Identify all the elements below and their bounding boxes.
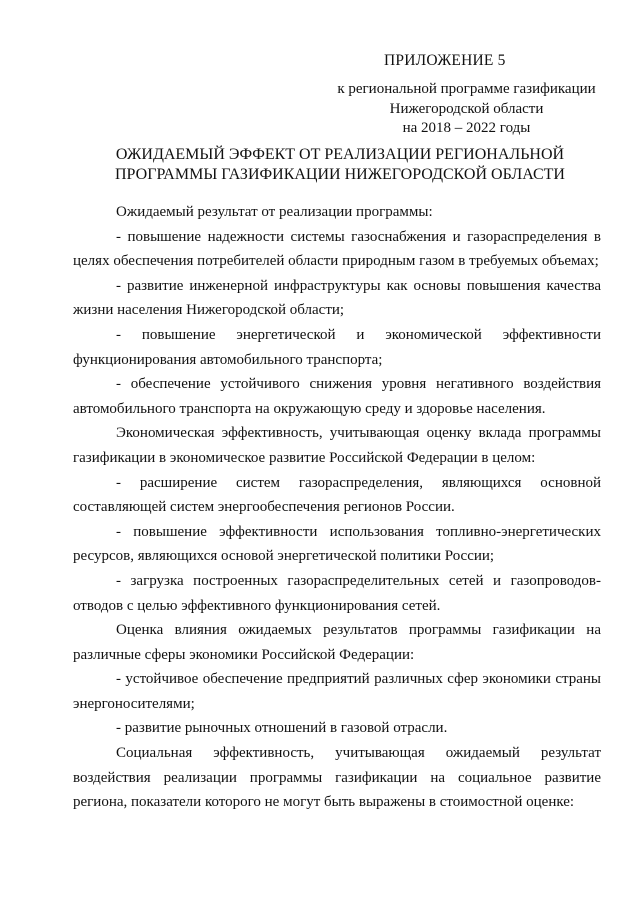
subtitle-line: к региональной программе газификации	[337, 81, 596, 97]
list-item: - повышение энергетической и экономической эффективности функционирования автомобильного транспорта;	[73, 326, 601, 368]
document-body	[73, 200, 601, 815]
list-item: - расширение систем газораспределения, являющихся основной составляющей систем энергообеспечения регионов России.	[73, 474, 601, 516]
appendix-subtitle	[300, 80, 633, 139]
subtitle-line: на 2018 – 2022 годы	[402, 120, 531, 136]
list-item: - загрузка построенных газораспределительных сетей и газопроводов-отводов с целью эффективного функционирования сетей.	[73, 572, 601, 614]
subtitle-line: Нижегородской области	[389, 100, 544, 117]
list-item: - повышение эффективности использования топливно-энергетических ресурсов, являющихся основой энергетической политики России;	[73, 523, 601, 565]
appendix-label: ПРИЛОЖЕНИЕ 5	[384, 52, 506, 69]
paragraph: Ожидаемый результат от реализации программы:	[116, 204, 433, 220]
paragraph: Оценка влияния ожидаемых результатов программы газификации на различные сферы экономики Российской Федерации:	[73, 622, 601, 663]
document-title	[40, 145, 640, 185]
title-line: ПРОГРАММЫ ГАЗИФИКАЦИИ НИЖЕГОРОДСКОЙ ОБЛАСТИ	[115, 166, 565, 183]
list-item: - развитие инженерной инфраструктуры как основы повышения качества жизни населения Нижегородской области;	[73, 277, 601, 319]
paragraph: Экономическая эффективность, учитывающая оценку вклада программы газификации в экономическое развитие Российской Федерации в целом:	[73, 425, 601, 466]
list-item: - развитие рыночных отношений в газовой отрасли.	[116, 720, 448, 737]
title-line: ОЖИДАЕМЫЙ ЭФФЕКТ ОТ РЕАЛИЗАЦИИ РЕГИОНАЛЬНОЙ	[115, 146, 565, 163]
list-item: - устойчивое обеспечение предприятий различных сфер экономики страны энергоносителями;	[73, 671, 601, 712]
list-item: - обеспечение устойчивого снижения уровня негативного воздействия автомобильного транспорта на окружающую среду и здоровье населения.	[73, 376, 601, 417]
list-item: - повышение надежности системы газоснабжения и газораспределения в целях обеспечения потребителей области природным газом в требуемых объемах;	[73, 228, 601, 270]
paragraph: Социальная эффективность, учитывающая ожидаемый результат воздействия реализации программы газификации на социальное развитие региона, показатели которого не могут быть выражены в стоимостной оценке:	[73, 745, 601, 811]
